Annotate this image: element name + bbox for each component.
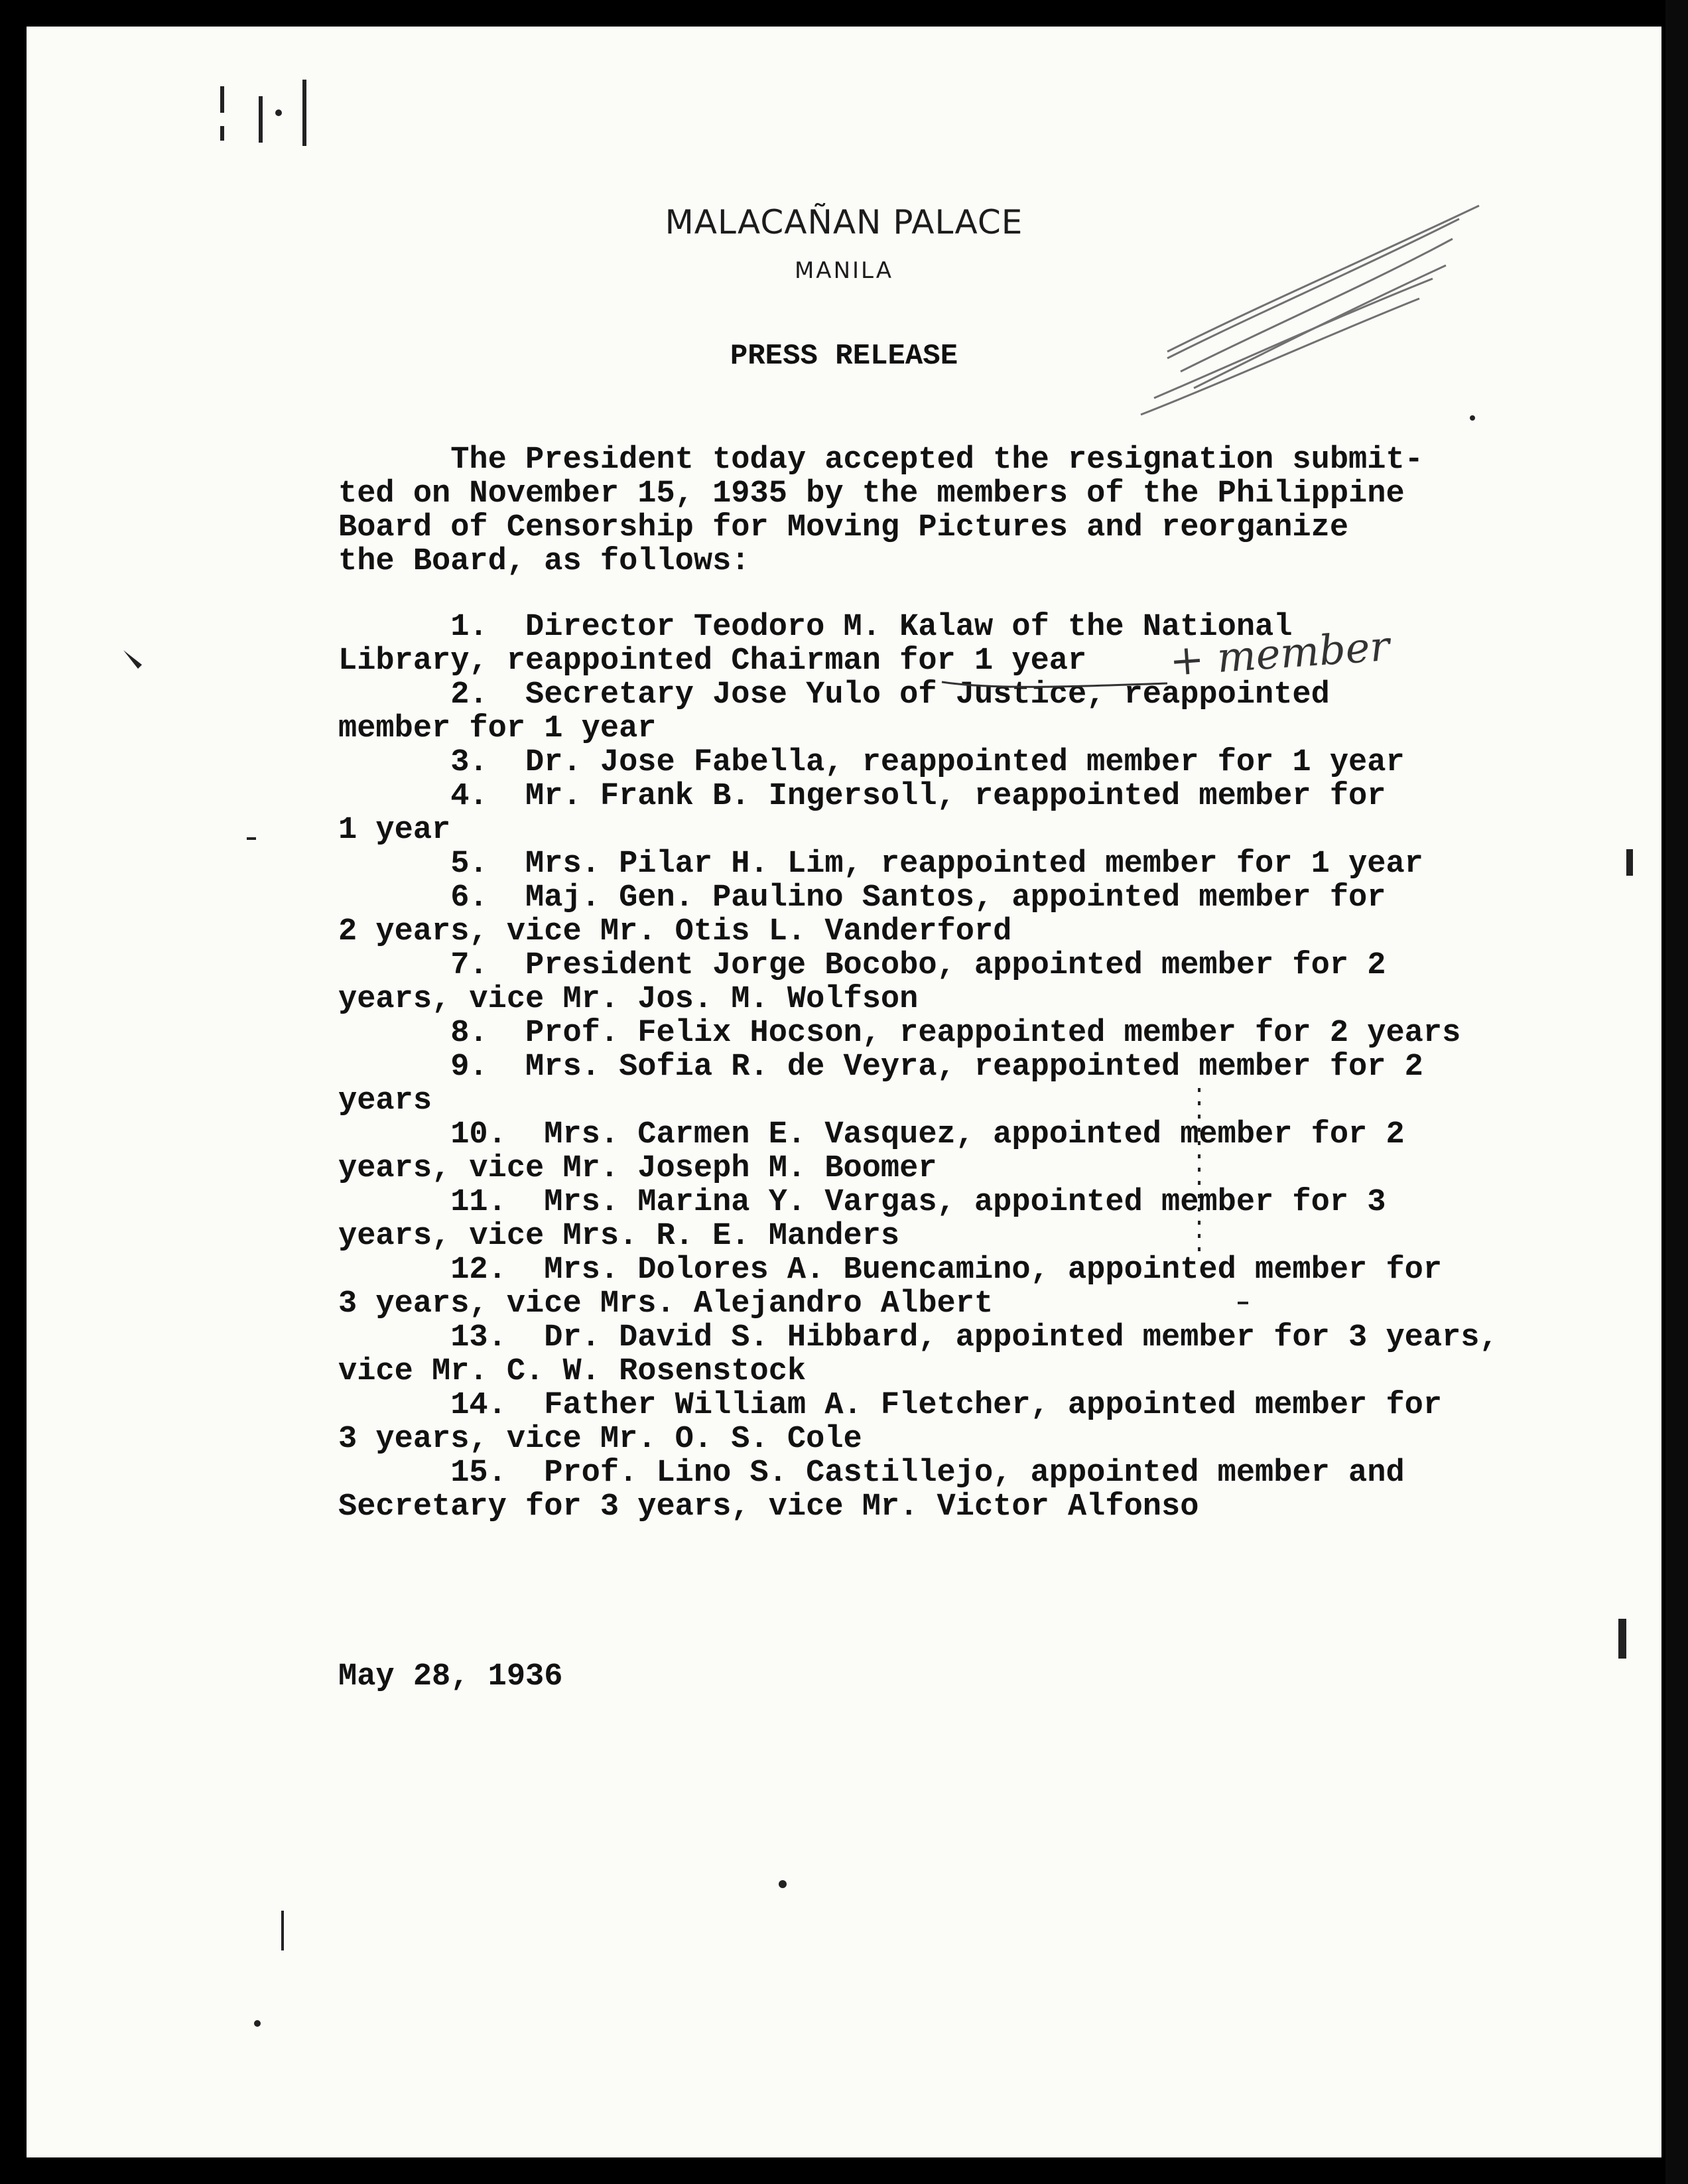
list-item: 13. Dr. David S. Hibbard, appointed member for 3 years, <box>338 1320 1498 1355</box>
list-item: 3. Dr. Jose Fabella, reappointed member for 1 year <box>338 745 1405 780</box>
list-item: 12. Mrs. Dolores A. Buencamino, appointed member for <box>338 1253 1443 1288</box>
list-item: 10. Mrs. Carmen E. Vasquez, appointed member for 2 <box>338 1117 1405 1152</box>
list-item: 3 years, vice Mr. O. S. Cole <box>338 1422 862 1457</box>
list-item: years <box>338 1083 432 1119</box>
list-item: years, vice Mr. Jos. M. Wolfson <box>338 982 919 1017</box>
list-item: member for 1 year <box>338 711 657 746</box>
release-date: May 28, 1936 <box>338 1659 563 1694</box>
intro-line: Board of Censorship for Moving Pictures and reorganize <box>338 510 1349 545</box>
list-item: 1 year <box>338 813 451 848</box>
list-item: 1. Director Teodoro M. Kalaw of the National <box>338 610 1293 645</box>
letterhead-city: MANILA <box>794 257 894 284</box>
list-item: 7. President Jorge Bocobo, appointed member for 2 <box>338 948 1386 983</box>
scan-border <box>1665 0 1688 2184</box>
press-release-heading: PRESS RELEASE <box>730 340 958 373</box>
list-item: Secretary for 3 years, vice Mr. Victor Alfonso <box>338 1489 1199 1525</box>
list-item: 15. Prof. Lino S. Castillejo, appointed member and <box>338 1456 1405 1491</box>
list-item: vice Mr. C. W. Rosenstock <box>338 1354 807 1389</box>
intro-line: The President today accepted the resignation submit- <box>338 443 1423 478</box>
list-item: 8. Prof. Felix Hocson, reappointed member for 2 years <box>338 1016 1461 1051</box>
list-item: 9. Mrs. Sofia R. de Veyra, reappointed member for 2 <box>338 1050 1423 1085</box>
list-item: 14. Father William A. Fletcher, appointed member for <box>338 1388 1443 1423</box>
list-item: 11. Mrs. Marina Y. Vargas, appointed member for 3 <box>338 1185 1386 1220</box>
letterhead-title: MALACAÑAN PALACE <box>665 203 1023 241</box>
intro-line: the Board, as follows: <box>338 544 750 579</box>
appointment-list <box>338 610 1498 1524</box>
intro-paragraph <box>338 443 1423 579</box>
list-item: years, vice Mrs. R. E. Manders <box>338 1219 900 1254</box>
list-item: 4. Mr. Frank B. Ingersoll, reappointed member for <box>338 779 1386 814</box>
list-item: years, vice Mr. Joseph M. Boomer <box>338 1151 937 1186</box>
list-item: 6. Maj. Gen. Paulino Santos, appointed member for <box>338 880 1386 916</box>
intro-line: ted on November 15, 1935 by the members of the Philippine <box>338 476 1405 512</box>
handwritten-note: + member <box>1167 621 1392 685</box>
list-item: 2 years, vice Mr. Otis L. Vanderford <box>338 914 1012 949</box>
list-item: 2. Secretary Jose Yulo of Justice, reappointed <box>338 677 1330 713</box>
list-item: Library, reappointed Chairman for 1 year <box>338 644 1087 679</box>
list-item: 5. Mrs. Pilar H. Lim, reappointed member for 1 year <box>338 847 1423 882</box>
list-item: 3 years, vice Mrs. Alejandro Albert <box>338 1286 994 1322</box>
